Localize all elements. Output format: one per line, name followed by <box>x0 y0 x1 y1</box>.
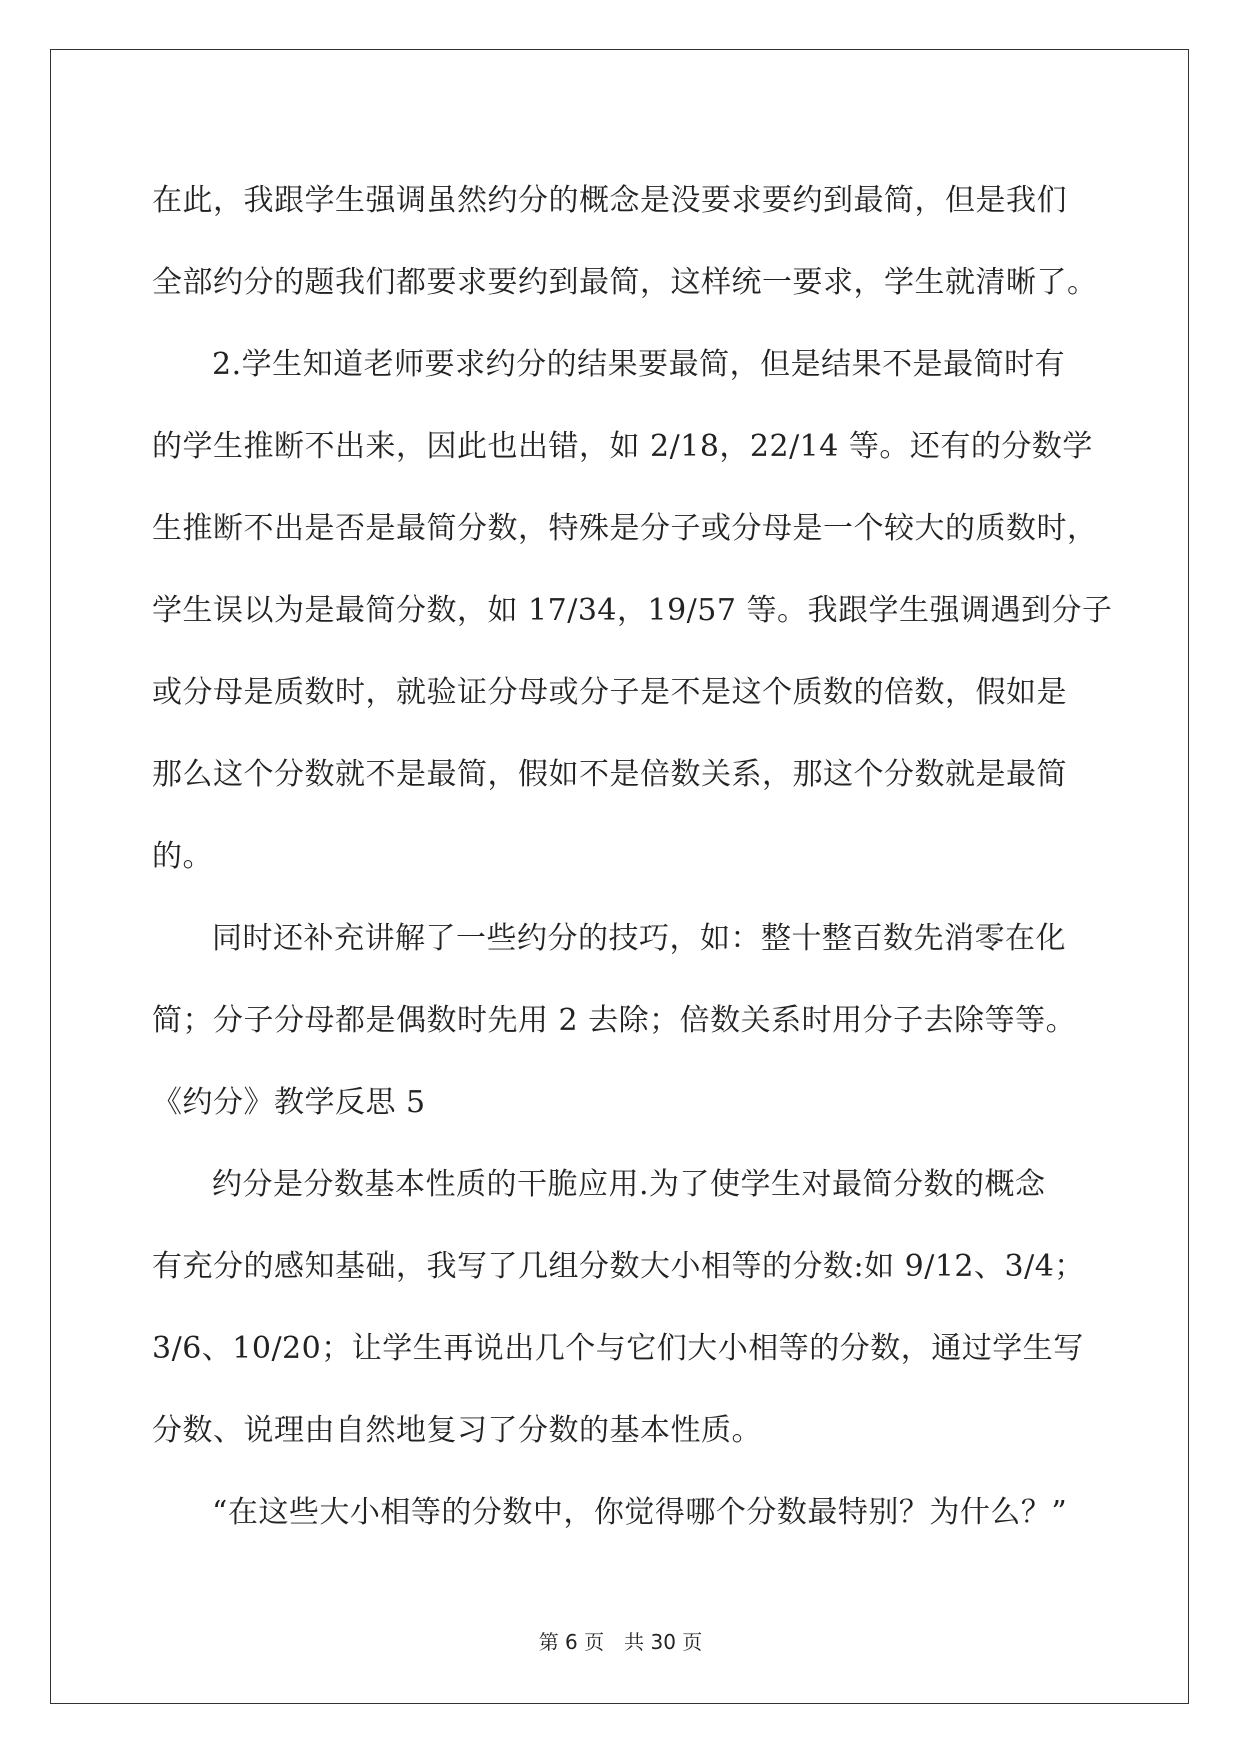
text-line: 生推断不出是否是最简分数，特殊是分子或分母是一个较大的质数时， <box>152 511 1098 546</box>
text-line: 在此，我跟学生强调虽然约分的概念是没要求要约到最简，但是我们 <box>152 183 1067 218</box>
text-line: 2.学生知道老师要求约分的结果要最简，但是结果不是最简时有 <box>212 347 1066 382</box>
text-line: 简；分子分母都是偶数时先用 2 去除；倍数关系时用分子去除等等。 <box>152 1003 1077 1038</box>
text-line: 的学生推断不出来，因此也出错，如 2/18，22/14 等。还有的分数学 <box>152 429 1093 464</box>
text-line: 约分是分数基本性质的干脆应用.为了使学生对最简分数的概念 <box>212 1167 1046 1202</box>
section-heading: 《约分》教学反思 5 <box>152 1085 426 1120</box>
text-line: 3/6、10/20；让学生再说出几个与它们大小相等的分数，通过学生写 <box>152 1331 1084 1366</box>
text-line: 全部约分的题我们都要求要约到最简，这样统一要求，学生就清晰了。 <box>152 265 1098 300</box>
document-body <box>152 160 1113 1554</box>
text-line: “在这些大小相等的分数中，你觉得哪个分数最特别？为什么？” <box>212 1495 1068 1530</box>
text-line: 的。 <box>152 839 213 874</box>
page-footer: 第 6 页 共 30 页 <box>538 1630 703 1654</box>
text-line: 同时还补充讲解了一些约分的技巧，如：整十整百数先消零在化 <box>212 921 1066 956</box>
text-line: 分数、说理由自然地复习了分数的基本性质。 <box>152 1413 762 1448</box>
text-line: 有充分的感知基础，我写了几组分数大小相等的分数:如 9/12、3/4； <box>152 1249 1085 1284</box>
text-line: 学生误以为是最简分数，如 17/34，19/57 等。我跟学生强调遇到分子 <box>152 593 1113 628</box>
text-line: 那么这个分数就不是最简，假如不是倍数关系，那这个分数就是最简 <box>152 757 1067 792</box>
text-line: 或分母是质数时，就验证分母或分子是不是这个质数的倍数，假如是 <box>152 675 1067 710</box>
